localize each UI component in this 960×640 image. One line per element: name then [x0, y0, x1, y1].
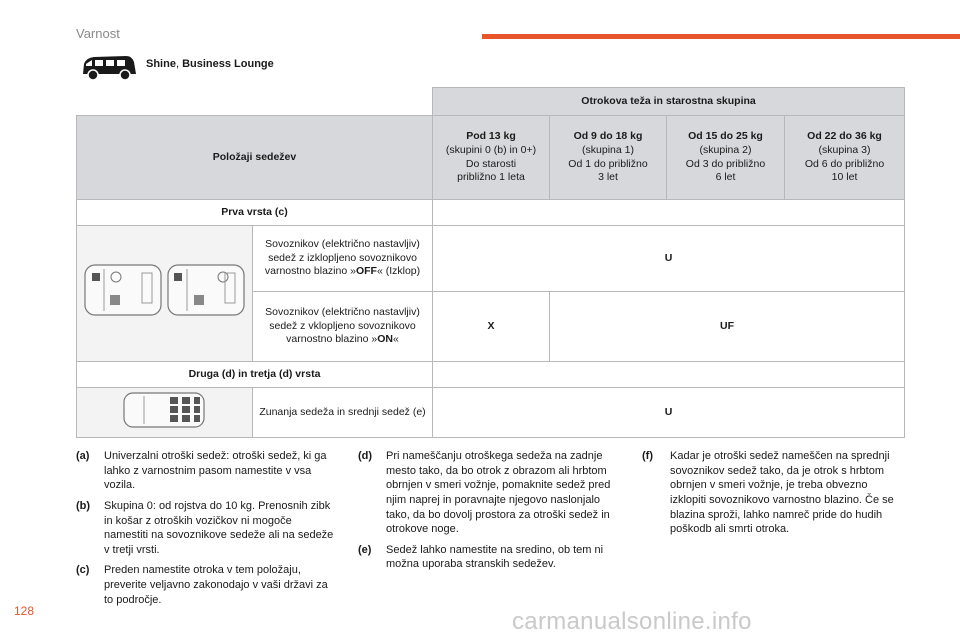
outer-seats-value: U [433, 388, 905, 438]
passenger-airbag-on-label: Sovoznikov (električno nastavljiv) sedež z vklopljeno sovoznikovo varnostno blazino »ON« [253, 292, 433, 362]
footnote: (b) Skupina 0: od rojstva do 10 kg. Prenosnih zibk in košar z otroških vozičkov ni mogoče namestiti na sovoznikove sedeže ali na sedeže v tretji vrsti. [76, 499, 334, 556]
car-rear-seats-icon [122, 390, 208, 430]
notes-column-1 [76, 449, 334, 613]
van-icon [80, 52, 138, 84]
notes-column-2 [358, 449, 620, 578]
group-cell: Od 22 do 36 kg (skupina 3) Od 6 do približno 10 let [785, 116, 905, 200]
group-header: Otrokova teža in starostna skupina [433, 88, 905, 116]
passenger-airbag-on-value-rest: UF [550, 292, 905, 362]
page-number: 128 [14, 604, 35, 618]
group-cell: Pod 13 kg (skupini 0 (b) in 0+) Do starosti približno 1 leta [433, 116, 550, 200]
watermark: carmanualsonline.info [512, 608, 752, 635]
footnote: (f) Kadar je otroški sedež nameščen na sprednji sovoznikov sedež tako, da je otrok s hrbtom obrnjen v smeri vožnje, je treba obvezno izklopiti sovoznikovo varnostno blazino. Če se blazina sproži, lahko namreč pride do hudih poškodb ali smrti otroka. [642, 450, 894, 536]
outer-seats-label: Zunanja sedeža in srednji sedež (e) [253, 388, 433, 438]
footnote: (e) Sedež lahko namestite na sredino, ob tem ni možna uporaba stranskih sedežev. [358, 543, 604, 571]
seat-positions-header: Položaji sedežev [77, 116, 433, 200]
footnote: (c) Preden namestite otroka v tem položaju, preverite veljavno zakonodajo v vaši državi za to področje. [76, 564, 328, 606]
model-label: Shine, Business Lounge [146, 58, 274, 70]
car-top-view-icon [82, 261, 248, 321]
notes-column-3 [642, 449, 904, 543]
rear-seat-diagram [77, 388, 253, 438]
passenger-airbag-off-label: Sovoznikov (električno nastavljiv) sedež z izklopljeno sovoznikovo varnostno blazino »OFF« (Izklop) [253, 226, 433, 292]
footnote: (a) Univerzalni otroški sedež: otroški sedež, ki ga lahko z varnostnim pasom namestite v vsa vozila. [76, 450, 327, 492]
section-accent-bar [482, 34, 960, 39]
front-seat-diagram [77, 226, 253, 362]
row-title-first: Prva vrsta (c) [77, 200, 433, 226]
passenger-airbag-on-value-group0: X [433, 292, 550, 362]
group-cell: Od 15 do 25 kg (skupina 2) Od 3 do približno 6 let [667, 116, 785, 200]
passenger-airbag-off-value: U [433, 226, 905, 292]
child-seat-table [76, 87, 905, 438]
footnote: (d) Pri nameščanju otroškega sedeža na zadnje mesto tako, da bo otrok z obrazom ali hrbtom obrnjen v smeri vožnje, pomaknite sedež pred njim naprej in poravnajte njegovo naslonjalo tako, da bo dovolj prostora za otroški sedež in otrokove noge. [358, 450, 611, 536]
section-label: Varnost [76, 26, 120, 41]
group-cell: Od 9 do 18 kg (skupina 1) Od 1 do približno 3 let [550, 116, 667, 200]
row-title-second-third: Druga (d) in tretja (d) vrsta [77, 362, 433, 388]
